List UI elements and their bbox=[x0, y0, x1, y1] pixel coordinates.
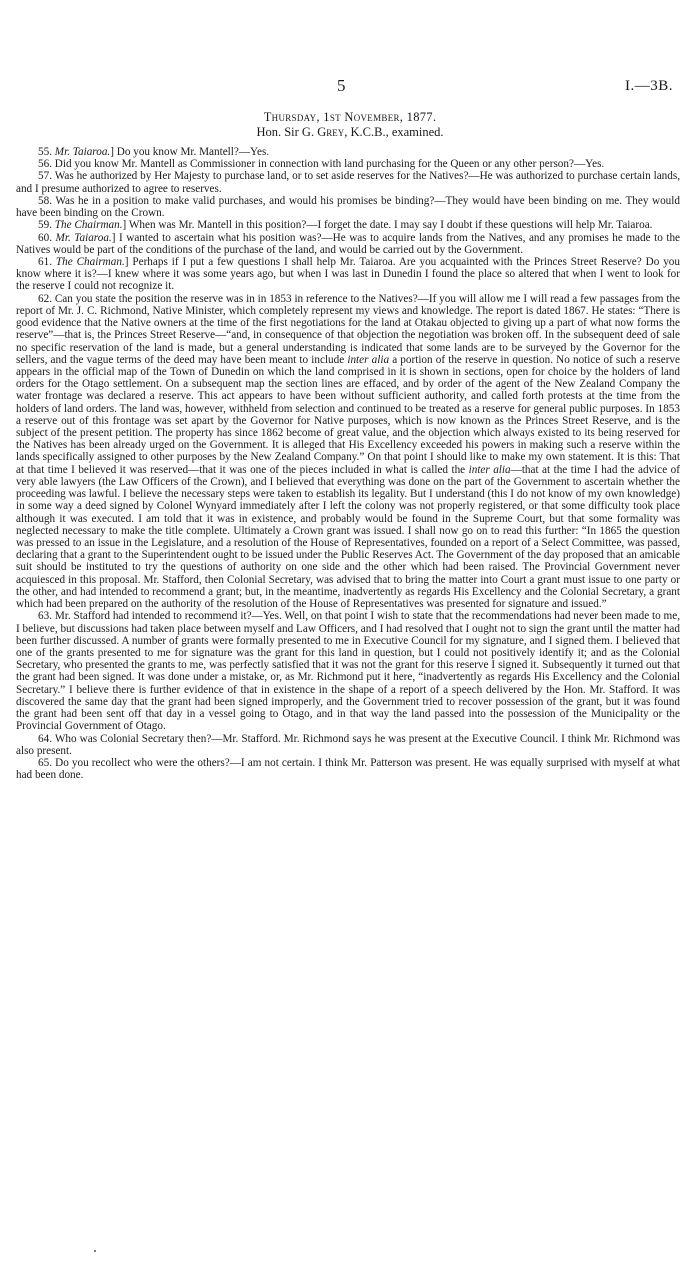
question-text: Do you know Mr. Mantell?—Yes. bbox=[116, 146, 270, 158]
page-number: 5 bbox=[337, 76, 346, 95]
session-heading bbox=[0, 110, 700, 140]
question-paragraph bbox=[16, 293, 680, 611]
question-text: Perhaps if I put a few questions I shall help Mr. Taiaroa. Are you acquainted with the Princes Street Reserve? Do you know where it is?—I knew where it was some years ago, but when I was last in Dunedin I found the place so altered that when I went to look for the reserve I could not recognize it. bbox=[16, 255, 680, 293]
question-number: 60. bbox=[38, 231, 52, 244]
question-number: 58. bbox=[38, 194, 52, 207]
question-text: —that at the time I had the advice of very able lawyers (the Law Officers of the Crown), and I believed that everything was done on the part of the Government to ascertain whether the proceeding was lawful. I believe the necessary steps were taken to establish its legality. But I understand (this I do not know of my own knowledge) in some way a deed signed by Colonel Wynyard immediately after I left the colony was not properly registered, or that some difficulty took place although it was executed. I am told that it was in existence, and probably would be found in the Supreme Court, but that some formality was neglected necessary to make the title complete. Ultimately a Crown grant was issued. I shall now go on to read this further: “In 1865 the question was pressed to an issue in the Legislature, and a resolution of the House of Representatives, founded on a report of a Select Committee, was passed, declaring that a grant to the Superintendent ought to be issued under the Public Reserves Act. The Government of the day proposed that an amicable suit should be instituted to try the questions of authority on one side and the other which had been raised. The Provincial Government never acquiesced in this proposal. Mr. Stafford, then Colonial Secretary, was advised that to bring the matter into Court a grant must issue to one party or the other, and had intended to recommend a grant; but, in the meantime, inadvertently as regards His Excellency and the Colonial Secretary, a grant which had been prepared on the authority of the resolution of the House of Representatives was presented for signature and issued.” bbox=[16, 463, 680, 611]
question-paragraph: 59. The Chairman.] When was Mr. Mantell in this position?—I forget the date. I may say I doubt if these questions will help Mr. Taiaroa. bbox=[38, 219, 653, 232]
question-number: 62. bbox=[38, 292, 52, 305]
question-text: Who was Colonial Secretary then?—Mr. Stafford. Mr. Richmond says he was present at the Executive Council. I think Mr. Richmond was also present. bbox=[16, 732, 680, 757]
question-number: 56. bbox=[38, 158, 52, 171]
question-number: 64. bbox=[38, 732, 52, 745]
witness-suffix: , K.C.B., examined. bbox=[344, 125, 444, 139]
speaker-name: Mr. Taiaroa. bbox=[55, 231, 112, 244]
question-text: When was Mr. Mantell in this position?—I forget the date. I may say I doubt if these questions will help Mr. Taiaroa. bbox=[128, 219, 653, 232]
question-paragraph bbox=[16, 158, 680, 170]
question-text: Mr. Stafford had intended to recommend it?—Yes. Well, on that point I wish to state that the recommendations had never been made to me, I believe, but discussions had taken place between myself and Law Officers, and I had resolved that I ought not to sign the grant until the matter had been further discussed. A number of grants were formally presented to me in Executive Council for my signature, and I signed them. I believed that one of the grants presented to me for signature was the grant for this land in question, but I could not positively identify it; and as the Colonial Secretary, who presented the grants to me, was perfectly satisfied that it was not the grant for this reserve I signed it. Subsequently it turned out that the grant had been signed. It was done under a mistake, or, as Mr. Richmond put it here, “inadvertently as regards His Excellency and the Colonial Secretary.” I believe there is further evidence of that in existence in the shape of a report of a speech delivered by the Hon. Mr. Stafford. It was discovered the same day that the grant had been signed improperly, and the Government tried to recover possession of the grant, but it was found the grant had been sent off that day in a vessel going to Otago, and in that way the land passed into the possession of the Municipality or the Provincial Government of Otago. bbox=[16, 610, 680, 733]
question-text: Can you state the position the reserve was in in 1853 in reference to the Natives?—If you will allow me I will read a few passages from the report of Mr. J. C. Richmond, Native Minister, which completely represent my views and knowledge. The report is dated 1867. He states: “There is good evidence that the Native owners at the time of the first negotiations for the land at Otakau objected to giving up a part of what now forms the reserve”—that is, the Princes Street Reserve—“and, in consequence of that objection the negotiation was broken off. In the subsequent deed of sale no specific reservation of the land is made, but a general understanding is indicated that some lands are to be surveyed by the Governor for the sellers, and the vague terms of the deed may have been meant to include bbox=[16, 292, 680, 366]
question-text: a portion of the reserve in question. No notice of such a reserve appears in the official map of the Town of Dunedin on which the land comprised in it is shown in sections, open for choice by the holders of land orders for the Otago settlement. On a subsequent map the section lines are effaced, and by order of the agent of the New Zealand Company the water frontage was declared a reserve. This act appears to have been without sufficient authority, and called forth protests at the time from the holders of land orders. The land was, however, withheld from selection and continued to be treated as a reserve for general public purposes. In 1853 a reserve out of this frontage was set apart by the Governor for Native purposes, which is now known as the Princes Street Reserve, and is the subject of the present petition. The property has since 1862 become of great value, and the objection which always existed to its being reserved for the Natives has been already urged on the Government. It is alleged that His Excellency exceeded his powers in making such a reserve within the lands specifically assigned to other purposes by the New Zealand Company.” On that point I should like to make my own statement. It is this: That at that time I believed it was reserved—that it was one of the pieces included in what is called the bbox=[16, 353, 680, 476]
question-paragraph bbox=[16, 170, 680, 194]
question-text: Was he in a position to make valid purchases, and would his promises be binding?—They would have been binding on me. They would have been binding on the Crown. bbox=[16, 194, 680, 220]
latin-phrase: inter alia bbox=[347, 353, 390, 366]
speaker-name: The Chairman. bbox=[55, 255, 125, 268]
question-number: 59. bbox=[38, 219, 52, 232]
witness-name: Grey bbox=[317, 125, 345, 139]
testimony-body bbox=[16, 146, 680, 781]
speaker-name: The Chairman. bbox=[54, 219, 123, 232]
question-text: I wanted to ascertain what his position was?—He was to acquire lands from the Natives, and any promises he made to the Natives would be part of the conditions of the purchase of the land, and would be carried out by the Government. bbox=[16, 231, 681, 256]
question-paragraph: 55. Mr. Taiaroa.] Do you know Mr. Mantell?—Yes. bbox=[38, 146, 270, 158]
speaker-name: Mr. Taiaroa. bbox=[54, 146, 111, 158]
question-text: Was he authorized by Her Majesty to purchase land, or to set aside reserves for the Natives?—He was authorized to purchase certain lands, and I presume authorized to agree to reserves. bbox=[16, 170, 680, 195]
question-number: 65. bbox=[38, 756, 52, 769]
document-code: I.—3B. bbox=[625, 78, 673, 94]
question-paragraph: 60. Mr. Taiaroa.] I wanted to ascertain what his position was?—He was to acquire lands from the Natives, and any promises he made to the Natives would be part of the conditions of the purchase of the land, and would be carried out by the Government. bbox=[16, 231, 681, 256]
stray-mark bbox=[94, 1250, 96, 1252]
witness-prefix: Hon. Sir G. bbox=[256, 125, 318, 139]
question-number: 57. bbox=[38, 170, 52, 183]
question-paragraph bbox=[16, 195, 680, 219]
question-text: Did you know Mr. Mantell as Commissioner in connection with land purchasing for the Queen or any other person?—Yes. bbox=[54, 158, 605, 171]
question-number: 55. bbox=[38, 146, 52, 158]
witness-line bbox=[0, 125, 700, 140]
question-number: 63. bbox=[38, 610, 52, 623]
question-text: Do you recollect who were the others?—I am not certain. I think Mr. Patterson was present. He was equally surprised with myself at what had been done. bbox=[16, 756, 680, 782]
question-number: 61. bbox=[38, 255, 52, 268]
session-date: Thursday, 1st November, 1877. bbox=[263, 110, 437, 124]
question-paragraph bbox=[16, 757, 680, 781]
question-paragraph: 61. The Chairman.] Perhaps if I put a few questions I shall help Mr. Taiaroa. Are you acquainted with the Princes Street Reserve? Do you know where it is?—I knew where it was some years ago, but when I was last in Dunedin I found the place so altered that when I went to look for the reserve I could not recognize it. bbox=[16, 255, 680, 293]
latin-phrase: inter alia bbox=[468, 463, 511, 476]
question-paragraph bbox=[16, 733, 680, 757]
question-paragraph bbox=[16, 610, 680, 732]
